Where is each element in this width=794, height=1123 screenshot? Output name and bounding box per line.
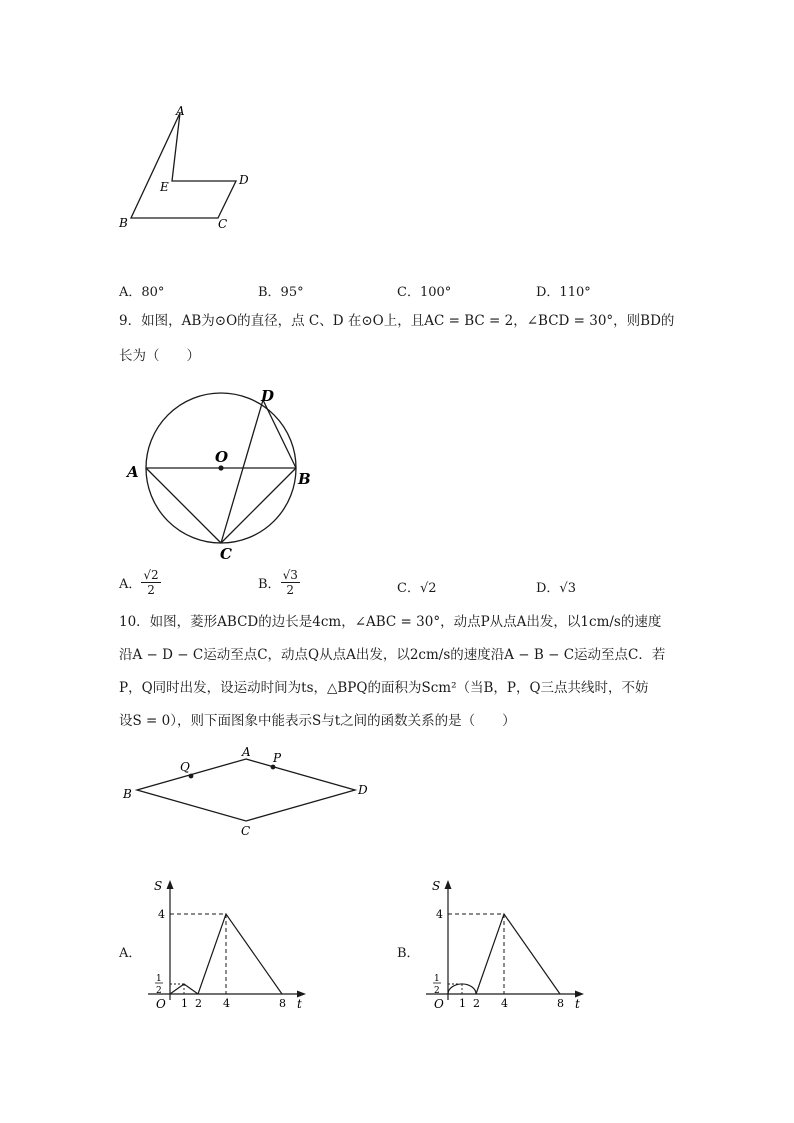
fraction — [141, 568, 160, 597]
x-tick-label: 4 — [501, 997, 508, 1010]
origin-label: O — [434, 997, 444, 1011]
point-p-dot — [271, 765, 276, 770]
q9-option-b-prefix: B． — [258, 577, 281, 592]
x-tick-label: 1 — [181, 997, 188, 1010]
label-b: B — [123, 787, 132, 801]
chord-ac — [146, 468, 221, 543]
x-tick-label: 1 — [459, 997, 466, 1010]
graph-a — [140, 876, 310, 1016]
x-axis-label: t — [297, 997, 302, 1011]
point-q-dot — [189, 774, 194, 779]
fraction — [281, 568, 300, 597]
q10-stem-line1: 10．如图，菱形ABCD的边长是4cm，∠ABC = 30°，动点P从点A出发，以1cm/s的速度 — [119, 614, 662, 630]
numerator: √2 — [143, 568, 159, 582]
y-tick-label: 4 — [158, 908, 165, 921]
label-b: B — [119, 216, 128, 230]
series-line — [198, 914, 282, 994]
q9-stem-line1: 9．如图，AB为⊙O的直径，点 C、D 在⊙O上，且AC = BC = 2，∠BCD = 30°，则BD的 — [119, 313, 675, 329]
graph-b — [418, 876, 588, 1016]
label-d: D — [261, 387, 275, 405]
label-b: B — [298, 470, 311, 488]
label-c: C — [241, 824, 251, 838]
q9-option-d[interactable]: D．√3 — [536, 581, 576, 596]
q8-option-d[interactable]: D．110° — [536, 285, 591, 300]
q9-figure — [120, 380, 330, 565]
center-dot — [218, 465, 223, 470]
y-tick-label: 4 — [436, 908, 443, 921]
x-axis-label: t — [575, 997, 580, 1011]
label-o: O — [215, 448, 229, 466]
label-c: C — [218, 217, 228, 231]
y-tick-half-denominator: 2 — [156, 986, 162, 996]
numerator: √3 — [282, 568, 298, 582]
label-p: P — [273, 751, 282, 765]
label-e: E — [160, 180, 169, 194]
q10-stem-line3: P，Q同时出发，设运动时间为ts，△BPQ的面积为Scm²（当B，P，Q三点共线时，不妨 — [119, 680, 649, 696]
q9-stem-line2: 长为（ ） — [119, 348, 200, 364]
rhombus-abcd — [137, 759, 355, 821]
x-tick-label: 8 — [557, 997, 564, 1010]
x-tick-label: 8 — [279, 997, 286, 1010]
label-a: A — [176, 104, 185, 118]
q9-option-c[interactable]: C．√2 — [397, 581, 437, 596]
y-tick-half-numerator: 1 — [156, 974, 162, 984]
q10-stem-line2: 沿A − D − C运动至点C，动点Q从点A出发，以2cm/s的速度沿A − B − C运动至点C．若 — [119, 647, 666, 663]
y-axis-arrow-icon — [445, 880, 452, 889]
q9-option-b[interactable] — [258, 568, 300, 597]
q8-option-c[interactable]: C．100° — [397, 285, 452, 300]
q8-figure — [110, 100, 260, 240]
x-tick-label: 4 — [223, 997, 230, 1010]
label-q: Q — [180, 760, 190, 774]
q8-option-b[interactable]: B．95° — [258, 285, 304, 300]
origin-label: O — [156, 997, 166, 1011]
y-axis-arrow-icon — [167, 880, 174, 889]
q9-option-a-prefix: A． — [119, 577, 142, 592]
label-c: C — [220, 545, 232, 563]
y-tick-half-denominator: 2 — [434, 986, 440, 996]
x-tick-label: 2 — [195, 997, 202, 1010]
label-d: D — [239, 173, 249, 187]
y-tick-half-numerator: 1 — [434, 974, 440, 984]
q10-stem-line4: 设S = 0），则下面图象中能表示S与t之间的函数关系的是（ ） — [119, 713, 516, 729]
graph-a-option-label[interactable]: A． — [119, 946, 142, 961]
y-axis-label: S — [432, 879, 441, 893]
series-line — [476, 914, 560, 994]
graph-b-option-label[interactable]: B． — [397, 946, 420, 961]
denominator: 2 — [286, 583, 295, 597]
q10-rhombus-figure — [115, 745, 380, 840]
label-a: A — [242, 745, 251, 759]
q9-option-a[interactable] — [119, 568, 161, 597]
x-tick-label: 2 — [473, 997, 480, 1010]
denominator: 2 — [147, 583, 155, 597]
label-a: A — [127, 463, 139, 481]
label-d: D — [358, 783, 368, 797]
q8-option-a[interactable]: A．80° — [119, 285, 165, 300]
q8-shape-edges — [131, 113, 236, 218]
y-axis-label: S — [154, 879, 163, 893]
chord-bd — [263, 400, 296, 468]
